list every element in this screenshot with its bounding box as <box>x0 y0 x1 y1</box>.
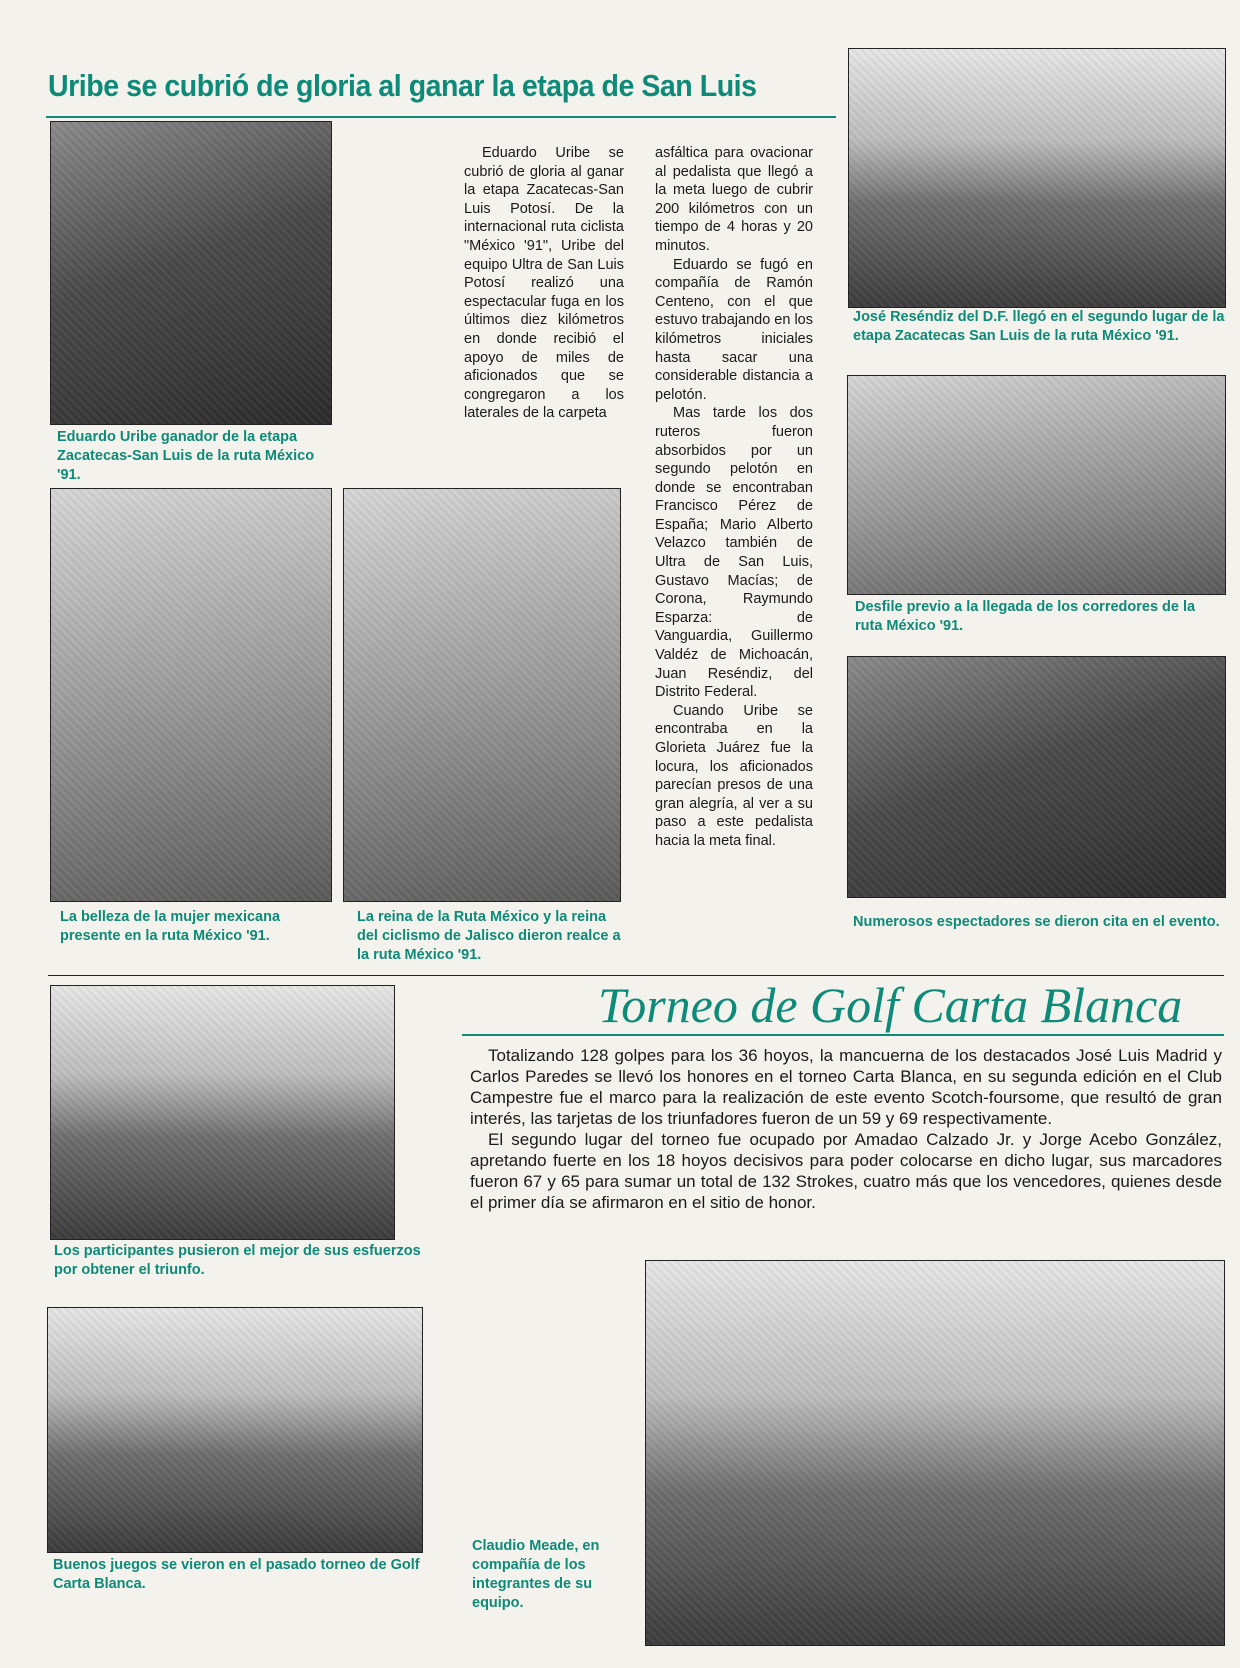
column-2-paragraph: Eduardo se fugó en compañía de Ramón Centeno, con el que estuvo trabajando en los kilómetros iniciales hasta sacar una considerable distancia a pelotón. <box>655 256 813 403</box>
headline-rule <box>46 116 836 118</box>
meade-caption: Claudio Meade, en compañía de los integrantes de su equipo. <box>472 1538 600 1611</box>
spectators-photo <box>847 656 1226 898</box>
golf-headline-rule <box>462 1034 1224 1036</box>
queens-photo <box>343 488 621 902</box>
column-2-paragraph: Cuando Uribe se encontraba en la Glorieta Juárez fue la locura, los aficionados parecían presos de una gran alegría, al ver a su paso a este pedalista hacia la meta final. <box>655 702 813 849</box>
golf-team-photo <box>645 1260 1225 1646</box>
golf-paragraph: El segundo lugar del torneo fue ocupado por Amadao Calzado Jr. y Jorge Acebo González, apretando fuerte en los 18 hoyos decisivos para poder colocarse en dicho lugar, sus marcadores fueron 67 y 65 para sumar un total de 132 Strokes, cuatro más que los vencedores, quienes desde el primer día se afirmaron en el sitio de honor. <box>470 1130 1222 1212</box>
golf-paragraph: Totalizando 128 golpes para los 36 hoyos, la mancuerna de los destacados José Luis Madrid y Carlos Paredes se llevó los honores en el torneo Carta Blanca, en su segunda edición en el Club Campestre fue el marco para la realización de este evento Scotch-foursome, que resultó de gran interés, las tarjetas de los triunfadores fueron de un 59 y 69 respectivamente. <box>470 1046 1222 1128</box>
article-column-1 <box>464 144 624 423</box>
article-headline: Uribe se cubrió de gloria al ganar la etapa de San Luis <box>48 68 757 103</box>
golf-headline: Torneo de Golf Carta Blanca <box>598 977 1183 1033</box>
belleza-caption: La belleza de la mujer mexicana presente en la ruta México '91. <box>60 909 281 944</box>
parade-car-photo <box>847 375 1226 595</box>
espectadores-caption: Numerosos espectadores se dieron cita en el evento. <box>853 914 1220 930</box>
column-2-paragraph: asfáltica para ovacionar al pedalista que llegó a la meta luego de cubrir 200 kilómetros con un tiempo de 4 horas y 20 minutos. <box>655 145 813 254</box>
resendiz-caption: José Reséndiz del D.F. llegó en el segundo lugar de la etapa Zacatecas San Luis de la ruta México '91. <box>853 309 1225 344</box>
woman-photo <box>50 488 332 902</box>
race-finish-photo <box>848 48 1226 308</box>
golf-course-photo <box>47 1307 423 1553</box>
participantes-caption: Los participantes pusieron el mejor de sus esfuerzos por obtener el triunfo. <box>54 1243 421 1278</box>
desfile-caption: Desfile previo a la llegada de los corredores de la ruta México '91. <box>855 599 1196 634</box>
uribe-caption: Eduardo Uribe ganador de la etapa Zacatecas-San Luis de la ruta México '91. <box>57 429 315 483</box>
uribe-portrait-photo <box>50 121 332 425</box>
golf-article-body <box>470 1045 1222 1213</box>
article-column-2 <box>655 144 813 851</box>
column-2-paragraph: Mas tarde los dos ruteros fueron absorbidos por un segundo pelotón en donde se encontraban Francisco Pérez de España; Mario Alberto Velazco también de Ultra de San Luis, Gustavo Macías; de Corona, Raymundo Esparza: de Vanguardia, Guillermo Valdéz de Michoacán, Juan Reséndiz, del Distrito Federal. <box>655 405 813 701</box>
column-1-paragraph: Eduardo Uribe se cubrió de gloria al ganar la etapa Zacatecas-San Luis Potosí. De la internacional ruta ciclista "México '91", Uribe del equipo Ultra de San Luis Potosí realizó una espectacular fuga en los últimos diez kilómetros en donde recibió el apoyo de miles de aficionados que se congregaron a los laterales de la carpeta <box>464 145 624 422</box>
golfers-group-photo <box>50 985 395 1240</box>
juegos-caption: Buenos juegos se vieron en el pasado torneo de Golf Carta Blanca. <box>53 1557 420 1592</box>
reinas-caption: La reina de la Ruta México y la reina del ciclismo de Jalisco dieron realce a la ruta México '91. <box>357 909 621 963</box>
